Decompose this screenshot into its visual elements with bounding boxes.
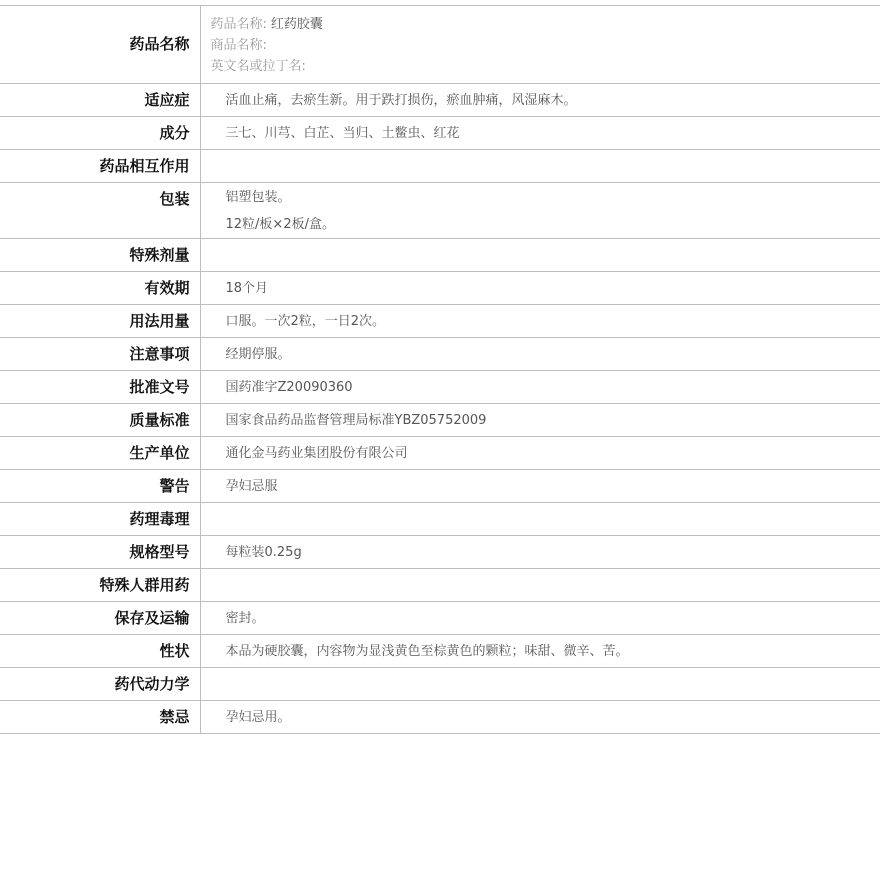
- spec-label: 适应症: [0, 84, 200, 117]
- spec-label: 有效期: [0, 272, 200, 305]
- drug-name-value: 红药胶囊: [270, 17, 323, 32]
- english-name-line: [211, 56, 880, 77]
- spec-label: 性状: [0, 635, 200, 668]
- spec-value: 通化金马药业集团股份有限公司: [200, 437, 880, 470]
- drug-name-line: [211, 14, 880, 35]
- spec-value: 口服。一次2粒，一日2次。: [200, 305, 880, 338]
- spec-label: 特殊剂量: [0, 239, 200, 272]
- spec-value: [200, 150, 880, 183]
- spec-label: 特殊人群用药: [0, 569, 200, 602]
- spec-value: 密封。: [200, 602, 880, 635]
- spec-label: 包装: [0, 183, 200, 239]
- spec-row-special-populations: [0, 569, 880, 602]
- spec-label: 药理毒理: [0, 503, 200, 536]
- spec-row-dosage: [0, 305, 880, 338]
- spec-label: 保存及运输: [0, 602, 200, 635]
- packaging-line: 铝塑包装。: [225, 190, 291, 205]
- packaging-line: 12粒/板×2板/盒。: [225, 217, 335, 232]
- spec-row-storage: [0, 602, 880, 635]
- spec-label: 警告: [0, 470, 200, 503]
- spec-label: 成分: [0, 117, 200, 150]
- trade-name-key: 商品名称:: [210, 38, 267, 53]
- spec-row-warning: [0, 470, 880, 503]
- spec-row-pharmacokinetics: [0, 668, 880, 701]
- spec-label: 用法用量: [0, 305, 200, 338]
- spec-row-packaging: [0, 183, 880, 239]
- spec-row-interactions: [0, 150, 880, 183]
- spec-value: 本品为硬胶囊，内容物为显浅黄色至棕黄色的颗粒；味甜、微辛、苦。: [200, 635, 880, 668]
- spec-label: 批准文号: [0, 371, 200, 404]
- spec-row-indications: [0, 84, 880, 117]
- spec-value: [200, 569, 880, 602]
- spec-row-approval-number: [0, 371, 880, 404]
- spec-row-ingredients: [0, 117, 880, 150]
- spec-label: 禁忌: [0, 701, 200, 734]
- spec-row-pharmacology: [0, 503, 880, 536]
- spec-value: [200, 239, 880, 272]
- spec-value: 国家食品药品监督管理局标准YBZ05752009: [200, 404, 880, 437]
- spec-value: 经期停服。: [200, 338, 880, 371]
- drug-spec-table: [0, 5, 880, 734]
- spec-value: 每粒装0.25g: [200, 536, 880, 569]
- spec-value: [200, 503, 880, 536]
- spec-value: 孕妇忌服: [200, 470, 880, 503]
- spec-value: [200, 183, 880, 239]
- spec-label: 药代动力学: [0, 668, 200, 701]
- spec-row-shelf-life: [0, 272, 880, 305]
- spec-value: 孕妇忌用。: [200, 701, 880, 734]
- spec-row-special-dosage: [0, 239, 880, 272]
- spec-label: 注意事项: [0, 338, 200, 371]
- spec-value: 三七、川芎、白芷、当归、土鳖虫、红花: [200, 117, 880, 150]
- spec-row-manufacturer: [0, 437, 880, 470]
- spec-row-precautions: [0, 338, 880, 371]
- english-name-key: 英文名或拉丁名:: [210, 59, 306, 74]
- spec-row-contraindications: [0, 701, 880, 734]
- spec-row-specification: [0, 536, 880, 569]
- spec-row-quality-standard: [0, 404, 880, 437]
- drug-name-key: 药品名称:: [210, 17, 267, 32]
- spec-row-description: [0, 635, 880, 668]
- spec-label: 药品相互作用: [0, 150, 200, 183]
- spec-value: 国药准字Z20090360: [200, 371, 880, 404]
- spec-value: 18个月: [200, 272, 880, 305]
- spec-row-drug-name: [0, 6, 880, 84]
- spec-label: 药品名称: [0, 6, 200, 84]
- spec-value: 活血止痛，去瘀生新。用于跌打损伤，瘀血肿痛，风湿麻木。: [200, 84, 880, 117]
- spec-label: 质量标准: [0, 404, 200, 437]
- trade-name-line: [211, 35, 880, 56]
- spec-label: 生产单位: [0, 437, 200, 470]
- spec-value: [200, 6, 880, 84]
- spec-value: [200, 668, 880, 701]
- spec-label: 规格型号: [0, 536, 200, 569]
